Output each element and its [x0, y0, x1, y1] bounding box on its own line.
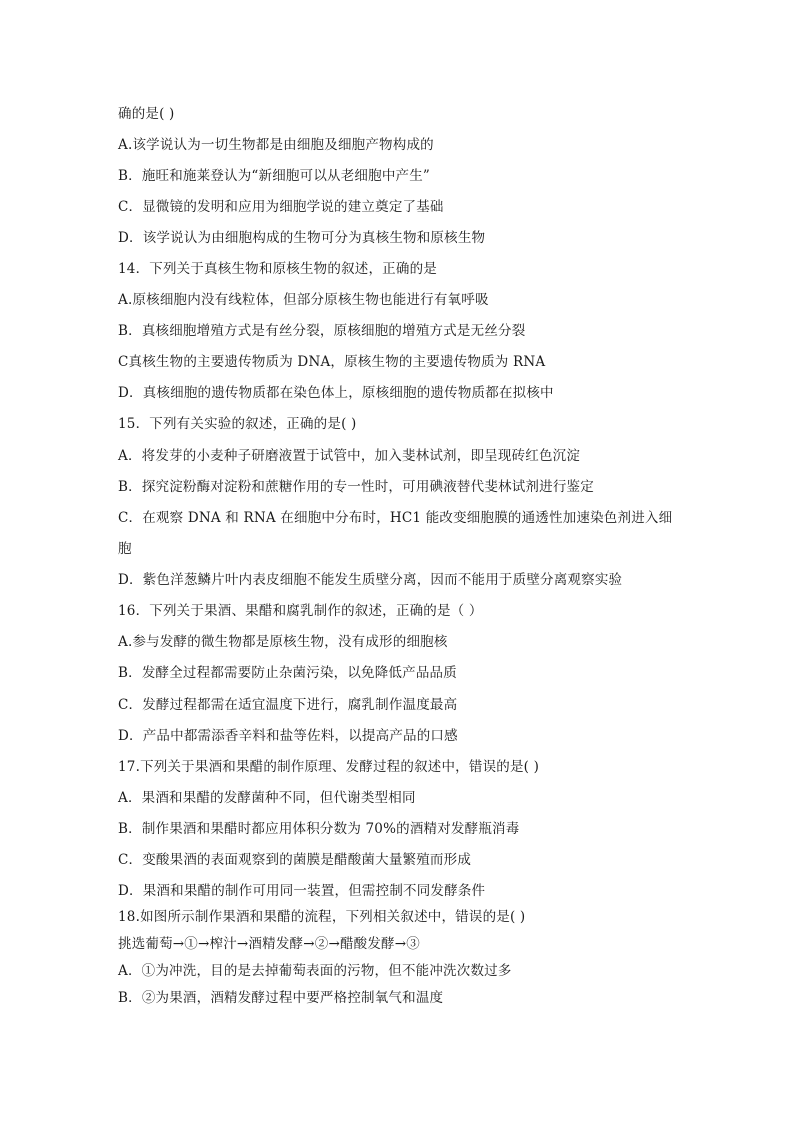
text-line: D．果酒和果醋的制作可用同一装置，但需控制不同发酵条件: [118, 883, 486, 899]
text-line: D．紫色洋葱鳞片叶内表皮细胞不能发生质壁分离，因而不能用于质壁分离观察实验: [118, 572, 623, 588]
text-line: 确的是( ): [118, 106, 175, 122]
text-line: C．变酸果酒的表面观察到的菌膜是醋酸菌大量繁殖而形成: [118, 852, 472, 868]
question-16-stem: 16．下列关于果酒、果醋和腐乳制作的叙述，正确的是（ ）: [118, 603, 483, 619]
text-line: 胞: [118, 541, 132, 557]
text-line: A．果酒和果醋的发酵菌种不同，但代谢类型相同: [118, 790, 416, 806]
text-line: B．真核细胞增殖方式是有丝分裂，原核细胞的增殖方式是无丝分裂: [118, 323, 526, 339]
text-line: B．发酵全过程都需要防止杂菌污染，以免降低产品品质: [118, 665, 457, 681]
text-line: B．探究淀粉酶对淀粉和蔗糖作用的专一性时，可用碘液替代斐林试剂进行鉴定: [118, 479, 594, 495]
text-line: B．②为果酒，酒精发酵过程中要严格控制氧气和温度: [118, 990, 444, 1006]
question-17-stem: 17.下列关于果酒和果醋的制作原理、发酵过程的叙述中，错误的是( ): [118, 759, 540, 775]
text-line: A.原核细胞内没有线粒体，但部分原核生物也能进行有氧呼吸: [118, 292, 489, 308]
question-15-stem: 15．下列有关实验的叙述，正确的是( ): [118, 416, 357, 432]
text-line: A．①为冲洗，目的是去掉葡萄表面的污物，但不能冲洗次数过多: [118, 963, 512, 979]
text-line: A．将发芽的小麦种子研磨液置于试管中，加入斐林试剂，即呈现砖红色沉淀: [118, 448, 581, 464]
text-line: D．产品中都需添香辛料和盐等佐料，以提高产品的口感: [118, 728, 458, 744]
text-line: B．施旺和施莱登认为“新细胞可以从老细胞中产生”: [118, 168, 431, 184]
text-line: A.参与发酵的微生物都是原核生物，没有成形的细胞核: [118, 634, 448, 650]
text-line: C．发酵过程都需在适宜温度下进行，腐乳制作温度最高: [118, 697, 458, 713]
text-line: D．真核细胞的遗传物质都在染色体上，原核细胞的遗传物质都在拟核中: [118, 385, 554, 401]
question-18-stem: 18.如图所示制作果酒和果醋的流程，下列相关叙述中，错误的是( ): [118, 909, 526, 925]
process-flow: 挑选葡萄→①→榨汁→酒精发酵→②→醋酸发酵→③: [118, 936, 420, 952]
text-line: D．该学说认为由细胞构成的生物可分为真核生物和原核生物: [118, 230, 486, 246]
question-14-stem: 14．下列关于真核生物和原核生物的叙述，正确的是: [118, 261, 437, 277]
text-line: A.该学说认为一切生物都是由细胞及细胞产物构成的: [118, 137, 434, 153]
text-line: C真核生物的主要遗传物质为 DNA，原核生物的主要遗传物质为 RNA: [118, 354, 546, 370]
text-line: B．制作果酒和果醋时都应用体积分数为 70%的酒精对发酵瓶消毒: [118, 821, 520, 837]
text-line: C．在观察 DNA 和 RNA 在细胞中分布时，HC1 能改变细胞膜的通透性加速染色剂进入细: [118, 510, 673, 526]
text-line: C．显微镜的发明和应用为细胞学说的建立奠定了基础: [118, 199, 444, 215]
